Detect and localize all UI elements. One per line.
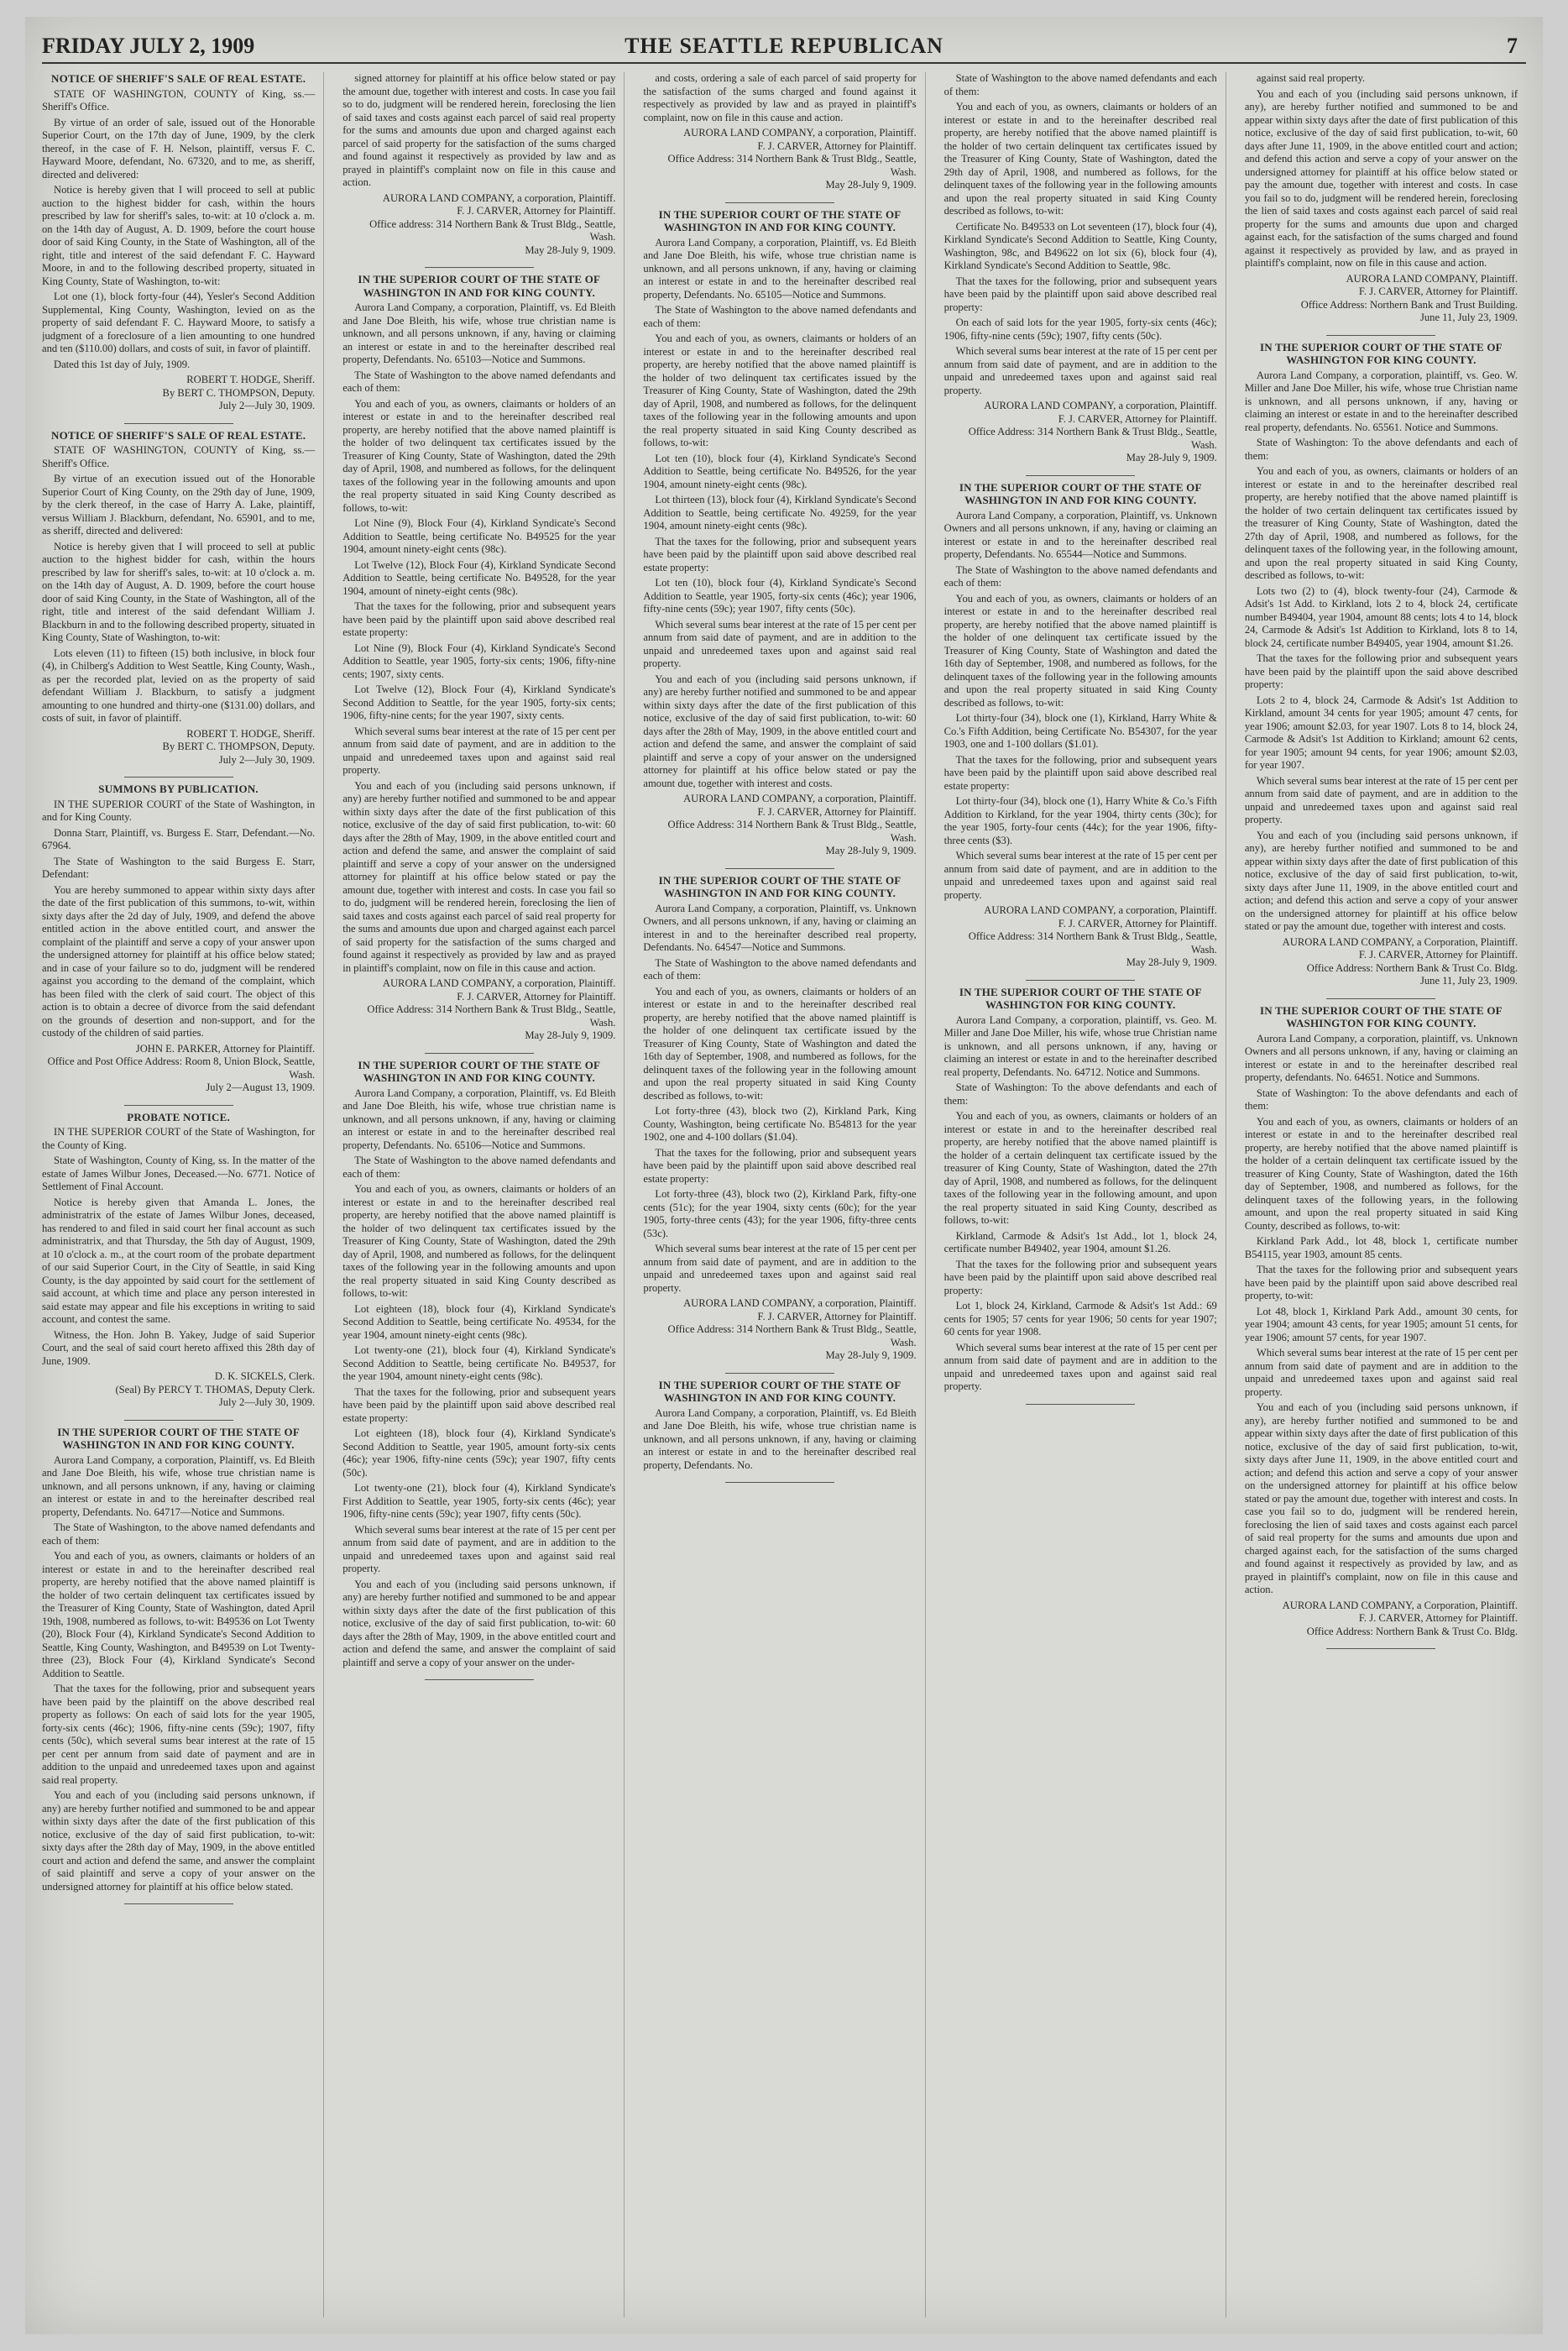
notice-paragraph: Which several sums bear interest at the rate of 15 per cent per annum from said date of payment, and are in addition to the unpaid and unredeemed taxes upon and against said real property. <box>342 725 616 776</box>
notice-signature-line: June 11, July 23, 1909. <box>1419 312 1518 323</box>
notice-paragraph: signed attorney for plaintiff at his office below stated or pay the amount due, together with interest and costs. In case you fail so to do, judgment will be rendered herein, foreclosing the lien of said taxes and costs against each parcel of said real property for the sums and amounts due upon and charged against each parcel of said property for the satisfaction of the sums charged and found against it respectively as provided by law and as prayed in plaintiff's complaint now on file in this cause and action. <box>342 72 616 188</box>
legal-notice <box>643 1379 916 1473</box>
notice-paragraph: You and each of you (including said persons unknown, if any), are hereby further notified and summoned to be and appear within sixty days after the date of first publication of this notice, exclusive of the day of said first publication, to-wit, 60 days after June 11, 1909, in the above entitled court and action; and defend this action and serve a copy of your answer on the undersigned attorney for plaintiff at his office below stated or pay the amount due, together with interest and costs. In case you fail so to do, judgment will be rendered herein, foreclosing the lien of said taxes and costs against each parcel of said real property for the sums and amounts due upon and charged against each, for the satisfaction of the sums charged and found against it respectively as provided by law, and as prayed in plaintiff's complaint, now on file in this cause and action. <box>1244 87 1518 269</box>
column-5 <box>1245 72 1526 2317</box>
notice-signature-line: AURORA LAND COMPANY, a corporation, Plaintiff. <box>683 127 917 139</box>
notice-signature-line: Office Address: 314 Northern Bank & Trust Bldg., Seattle, Wash. <box>968 426 1217 451</box>
notice-signature-line: ROBERT T. HODGE, Sheriff. <box>186 374 316 385</box>
notice-heading: IN THE SUPERIOR COURT OF THE STATE OF WASHINGTON FOR KING COUNTY. <box>1260 340 1503 366</box>
notice-paragraph: Lot 1, block 24, Kirkland, Carmode & Adsit's 1st Add.: 69 cents for 1905; 57 cents for year 1906; 50 cents for year 1907; 60 cents for year 1908. <box>943 1300 1217 1338</box>
divider-rule <box>1026 475 1135 476</box>
notice-paragraph: Which several sums bear interest at the rate of 15 per cent per annum from said date of payment, and are in addition to the unpaid and unredeemed taxes upon and against said real property. <box>643 1243 917 1294</box>
notice-signature-line: D. K. SICKELS, Clerk. <box>214 1370 316 1382</box>
notice-paragraph: The State of Washington to the above named defendants and each of them: <box>643 304 917 329</box>
legal-notice <box>42 1426 315 1894</box>
notice-paragraph: Lot forty-three (43), block two (2), Kirkland Park, King County, Washington, being certificate No. B54813 for the year 1902, one and 4-100 dollars ($1.04). <box>643 1105 917 1143</box>
notice-signature-line: F. J. CARVER, Attorney for Plaintiff. <box>1358 285 1518 297</box>
notice-paragraph: Dated this 1st day of July, 1909. <box>54 358 191 370</box>
notice-paragraph: Which several sums bear interest at the rate of 15 per cent per annum from said date of payment and are in addition to the unpaid and unredeemed taxes upon and against said real property. <box>1244 1347 1518 1398</box>
notice-paragraph: State of Washington: To the above defendants and each of them: <box>943 1081 1217 1107</box>
notice-paragraph: You and each of you (including said persons unknown, if any) are hereby further notified and summoned to be and appear within sixty days after the date of the first publication of this notice, exclusive of the day of said first publication, to-wit: sixty days after the 28th day of May, 1909, in the above entitled court and action and defend the same, and answer the complaint of said plaintiff and serve a copy of your answer on the undersigned attorney for plaintiff at his office below stated. <box>42 1789 316 1893</box>
notice-paragraph: STATE OF WASHINGTON, COUNTY of King, ss.—Sheriff's Office. <box>42 444 316 469</box>
notice-paragraph: State of Washington: To the above defendants and each of them: <box>1244 1086 1518 1112</box>
notice-signature-line: July 2—July 30, 1909. <box>218 400 316 411</box>
notice-paragraph: The State of Washington to the above named defendants and each of them: <box>342 1155 616 1180</box>
notice-paragraph: That the taxes for the following, prior and subsequent years have been paid by the plaintiff upon said above described real estate property: <box>643 535 917 573</box>
notice-signature-line: Office address: 314 Northern Bank & Trust Bldg., Seattle, Wash. <box>369 217 616 243</box>
legal-notice <box>643 874 916 1363</box>
notice-heading: IN THE SUPERIOR COURT OF THE STATE OF WASHINGTON IN AND FOR KING COUNTY. <box>658 207 902 233</box>
notice-signature-line: June 11, July 23, 1909. <box>1419 975 1518 987</box>
divider-rule <box>725 868 834 869</box>
notice-signature-line: F. J. CARVER, Attorney for Plaintiff. <box>1058 412 1217 425</box>
notice-paragraph: The State of Washington to the above named defendants and each of them: <box>342 369 616 394</box>
legal-notice <box>1245 1004 1518 1639</box>
notice-paragraph: IN THE SUPERIOR COURT of the State of Washington, in and for King County. <box>42 798 316 823</box>
notice-paragraph: Aurora Land Company, a corporation, Plaintiff, vs. Ed Bleith and Jane Doe Bleith, his wife, whose true christian name is unknown, and all persons unknown, if any, having or claiming an interest or estate in and to the hereinafter described real property, Defendants. No. 65103—Notice and Summons. <box>342 301 616 365</box>
notice-paragraph: You and each of you, as owners, claimants or holders of an interest or estate in and to the hereinafter described real property, are hereby notified that the above named plaintiff is the holder of two delinquent tax certificates issued by the Treasurer of King County, State of Washington, dated the 29th day of April, 1908, and numbered as follows, for the delinquent taxes of the following year in the following amounts and upon the real property situated in said King County described as follows, to-wit: <box>342 397 616 514</box>
notice-paragraph: That the taxes for the following, prior and subsequent years have been paid by the plaintiff on the above described real property as follows: On each of said lots for the year 1905, forty-six cents (46c); 1906, fifty-nine cents (59c); 1907, fifty cents (50c), which several sums bear interest at the rate of 15 per cent per annum from said date of payment and are in addition to the unpaid and unredeemed taxes upon and against said real property. <box>42 1683 316 1786</box>
divider-rule <box>124 423 233 424</box>
notice-paragraph: Which several sums bear interest at the rate of 15 per cent per annum from said date of payment, and are in addition to the unpaid and unredeemed taxes upon and against said real property. <box>1244 774 1518 825</box>
notice-paragraph: Lot Nine (9), Block Four (4), Kirkland Syndicate's Second Addition to Seattle, being certificate No. B49525 for the year 1904, amount ninety-eight cents (98c). <box>342 517 616 555</box>
notice-paragraph: Notice is hereby given that Amanda L. Jones, the administratrix of the estate of James Wilbur Jones, deceased, has rendered to and filed in said court her final account as such administratrix, and that Thursday, the 5th day of August, 1909, at 10 o'clock a. m., at the court room of the probate department of our said Superior Court, in the City of Seattle, in said King County, is the day appointed by said court for the settlement of said account, at which time and place any person interested in said estate may appear and file his exceptions in writing to said account, and contest the same. <box>42 1196 316 1325</box>
notice-signature-line: (Seal) By PERCY T. THOMAS, Deputy Clerk. <box>115 1383 316 1395</box>
legal-notice <box>342 72 615 257</box>
column-1 <box>42 72 324 2317</box>
notice-signature-line: Office Address: 314 Northern Bank & Trust Bldg., Seattle, Wash. <box>667 153 917 178</box>
notice-signature-line: May 28-July 9, 1909. <box>825 179 917 191</box>
divider-rule <box>124 777 233 778</box>
notice-paragraph: That the taxes for the following prior and subsequent years have been paid by the plaintiff upon said above described real property, to-wit: <box>1244 1264 1518 1301</box>
notice-paragraph: Aurora Land Company, a corporation, Plaintiff, vs. Ed Bleith and Jane Doe Bleith, his wife, whose true christian name is unknown, and all persons unknown, if any, having or claiming an interest or estate in and to the hereinafter described real property, Defendants. No. <box>643 1406 917 1471</box>
notice-paragraph: Aurora Land Company, a corporation, Plaintiff, vs. Ed Bleith and Jane Doe Bleith, his wife, whose true christian name is unknown, and all persons unknown, if any, having or claiming an interest or estate in and to the hereinafter described real property, Defendants. No. 65106—Notice and Summons. <box>342 1086 616 1151</box>
notice-paragraph: Lot thirty-four (34), block one (1), Harry White & Co.'s Fifth Addition to Kirkland, for the year 1904, thirty cents (30c); for the year 1905, forty-four cents (44c); for the year 1906, fifty-three cents ($3). <box>943 795 1217 846</box>
masthead <box>42 29 1526 64</box>
notice-signature-line: May 28-July 9, 1909. <box>825 845 917 856</box>
notice-signature-line: ROBERT T. HODGE, Sheriff. <box>186 727 316 740</box>
notice-paragraph: State of Washington to the above named defendants and each of them: <box>943 72 1217 97</box>
divider-rule <box>1326 1648 1435 1649</box>
page-number: 7 <box>1507 34 1518 58</box>
notice-heading: IN THE SUPERIOR COURT OF THE STATE OF WASHINGTON IN AND FOR KING COUNTY. <box>358 1058 601 1084</box>
notice-paragraph: That the taxes for the following, prior and subsequent years have been paid by the plaintiff upon said above described real estate property: <box>342 600 616 638</box>
notice-paragraph: Which several sums bear interest at the rate of 15 per cent per annum from said date of payment, and are in addition to the unpaid and unredeemed taxes upon and against said real property. <box>943 850 1217 901</box>
notice-signature-line: F. J. CARVER, Attorney for Plaintiff. <box>457 990 616 1003</box>
notice-paragraph: You and each of you, as owners, claimants or holders of an interest or estate in and to the hereinafter described real property, are hereby notified that the above named plaintiff is the holder of a certain delinquent tax certificate issued by the treasurer of King County, State of Washington, dated the 27th day of April, 1908, and numbered as follows, for the delinquent taxes of the following year in the following amount, and upon the real property situated in said King County, described as follows, to-wit: <box>943 1110 1217 1226</box>
notice-paragraph: against said real property. <box>1256 72 1366 84</box>
legal-notice <box>342 273 615 1043</box>
divider-rule <box>425 1053 534 1054</box>
divider-rule <box>1326 998 1435 999</box>
notice-paragraph: Notice is hereby given that I will proceed to sell at public auction to the highest bidder for cash, within the hours prescribed by law for sheriff's sales, to-wit: at 10 o'clock a. m. on the 14th day of August, A. D. 1909, before the court house door of said King County, in the State of Washington, all of the right, title and interest of the said defendant F. C. Hayward Moore, in and to the following described property, situated in King County, State of Washington, to-wit: <box>42 184 316 287</box>
notice-signature-line: F. J. CARVER, Attorney for Plaintiff. <box>1358 949 1518 961</box>
notice-signature-line: AURORA LAND COMPANY, Plaintiff. <box>1346 272 1518 285</box>
notice-paragraph: Lot thirteen (13), block four (4), Kirkland Syndicate's Second Addition to Seattle, being certificate No. 49259, for the year 1904, amount ninety-eight cents (98c). <box>643 494 917 531</box>
notice-heading: NOTICE OF SHERIFF'S SALE OF REAL ESTATE. <box>51 428 306 442</box>
notice-paragraph: Lot twenty-one (21), block four (4), Kirkland Syndicate's Second Addition to Seattle, being certificate No. B49537, for the year 1904, amount ninety-eight cents (98c). <box>342 1344 616 1382</box>
notice-paragraph: That the taxes for the following, prior and subsequent years have been paid by the plaintiff upon said above described real estate property: <box>643 1146 917 1185</box>
notice-paragraph: You and each of you, as owners, claimants or holders of an interest or estate in and to the hereinafter described real property, are hereby notified that the above named plaintiff is the holder of two certain delinquent tax certificates issued by the treasurer of King County, State of Washington, dated the 27th day of April, 1908, and numbered as follows, for the delinquent taxes of the following year, in the following amount, and upon the real property situated in said King County, described as follows, to-wit: <box>1244 465 1518 581</box>
notice-paragraph: Lot forty-three (43), block two (2), Kirkland Park, fifty-one cents (51c); for the year 1904, sixty cents (60c); for the year 1905, forty-three cents (43); for the year 1906, fifty-three cents (53c). <box>643 1188 917 1239</box>
notice-paragraph: Aurora Land Company, a corporation, Plaintiff, vs. Ed Bleith and Jane Doe Bleith, his wife, whose true christian name is unknown, and all persons unknown, if any, having or claiming an interest or estate in and to the hereinafter described real property, Defendants. No. 65105—Notice and Summons. <box>643 236 917 301</box>
notice-paragraph: You and each of you, as owners, claimants or holders of an interest or estate in and to the hereinafter described real property, are hereby notified that the above named plaintiff is the holder of one delinquent tax certificate issued by the Treasurer of King County, State of Washington and dated the 16th day of September, 1908, and numbered as follows, for the delinquent taxes of the following year in the following amount and upon the real property situated in said King County described as follows, to-wit: <box>643 985 917 1102</box>
notice-signature-line: F. J. CARVER, Attorney for Plaintiff. <box>1058 917 1217 929</box>
notice-signature-line: By BERT C. THOMPSON, Deputy. <box>162 741 316 752</box>
notice-signature-line: AURORA LAND COMPANY, a corporation, Plaintiff. <box>683 1297 917 1309</box>
notice-paragraph: Lot Nine (9), Block Four (4), Kirkland Syndicate's Second Addition to Seattle, year 1905, forty-six cents; 1906, fifty-nine cents; 1907, sixty cents. <box>342 641 616 680</box>
notice-paragraph: Lot 48, block 1, Kirkland Park Add., amount 30 cents, for year 1904; amount 43 cents, for year 1905; amount 51 cents, for year 1906; amount 57 cents, for year 1907. <box>1244 1305 1518 1343</box>
notice-paragraph: Aurora Land Company, a corporation, Plaintiff, vs. Unknown Owners, and all persons unknown, if any, having or claiming an interest in and to the hereinafter described real property, Defendants. No. 64547—Notice and Summons. <box>643 902 917 953</box>
notice-signature-line: F. J. CARVER, Attorney for Plaintiff. <box>457 205 616 217</box>
legal-notice <box>42 72 315 413</box>
notice-signature-line: Office and Post Office Address: Room 8, Union Block, Seattle, Wash. <box>47 1055 316 1081</box>
notice-heading: SUMMONS BY PUBLICATION. <box>98 783 259 795</box>
notice-paragraph: Lot ten (10), block four (4), Kirkland Syndicate's Second Addition to Seattle, being certificate No. B49526, for the year 1904, amount ninety-eight cents (98c). <box>643 452 917 490</box>
notice-paragraph: That the taxes for the following prior and subsequent years have been paid by the plaintiff upon said above described real property: <box>943 1258 1217 1296</box>
notice-paragraph: Which several sums bear interest at the rate of 15 per cent per annum from said date of payment and are in addition to the unpaid and unredeemed taxes upon and against said real property. <box>943 1341 1217 1392</box>
notice-paragraph: That the taxes for the following prior and subsequent years have been paid by the plaintiff upon the said above described property: <box>1244 652 1518 690</box>
notice-paragraph: Certificate No. B49533 on Lot seventeen (17), block four (4), Kirkland Syndicate's Second Addition to Seattle, King County, Washington, 98c, and B49622 on lot six (6), block four (4), Kirkland Syndicate's Second Addition to Seattle, 98c. <box>943 220 1217 271</box>
notice-signature-line: F. J. CARVER, Attorney for Plaintiff. <box>757 805 917 818</box>
notice-paragraph: Lot eighteen (18), block four (4), Kirkland Syndicate's Second Addition to Seattle, being certificate No. 49534, for the year 1904, amount ninety-eight cents (98c). <box>342 1302 616 1341</box>
notice-signature-line: May 28-July 9, 1909. <box>1126 956 1217 968</box>
divider-rule <box>124 1420 233 1421</box>
notice-signature-line: F. J. CARVER, Attorney for Plaintiff. <box>757 1310 917 1322</box>
notice-heading: IN THE SUPERIOR COURT OF THE STATE OF WASHINGTON IN AND FOR KING COUNTY. <box>57 1425 300 1451</box>
notice-paragraph: Lot thirty-four (34), block one (1), Kirkland, Harry White & Co.'s Fifth Addition, being Certificate No. B54307, for the year 1903, one and 1-100 dollars ($1.01). <box>943 712 1217 750</box>
divider-rule <box>1026 980 1135 981</box>
notice-signature-line: Office Address: 314 Northern Bank & Trust Bldg., Seattle, Wash. <box>667 819 917 844</box>
notice-signature-line: JOHN E. PARKER, Attorney for Plaintiff. <box>135 1042 316 1055</box>
legal-notice <box>42 1111 315 1410</box>
notice-paragraph: Lot one (1), block forty-four (44), Yesler's Second Addition Supplemental, King County, Washington, levied on as the property of said defendant F. C. Hayward Moore, to satisfy a judgment of a foreclosure of a lien amounting to one hundred and ten ($110.00) dollars, and costs of suit, in favor of plaintiff. <box>42 291 316 354</box>
notice-paragraph: The State of Washington to the said Burgess E. Starr, Defendant: <box>42 855 316 880</box>
divider-rule <box>725 1373 834 1374</box>
notice-heading: IN THE SUPERIOR COURT OF THE STATE OF WASHINGTON FOR KING COUNTY. <box>959 985 1202 1011</box>
legal-notice <box>42 783 315 1095</box>
notice-paragraph: The State of Washington to the above named defendants and each of them: <box>643 956 917 982</box>
notice-paragraph: Which several sums bear interest at the rate of 15 per cent per annum from said date of payment, and are in addition to the unpaid and unredeemed taxes upon and against said real property. <box>342 1523 616 1574</box>
legal-notice <box>342 1059 615 1670</box>
notice-paragraph: Notice is hereby given that I will proceed to sell at public auction to the highest bidder for cash, within the hours prescribed by law for sheriff's sales, to-wit: at 10 o'clock a. m. on the 14th day of August, A. D. 1909, before the court house door of said King County, in the State of Washington, all of the right, title and interest of the said defendant William J. Blackburn in and to the following described property, situated in King County, State of Washington, to-wit: <box>42 540 316 643</box>
notice-paragraph: Aurora Land Company, a corporation, Plaintiff, vs. Unknown Owners and all persons unknown, if any, having or claiming an interest or estate in and to the hereinafter described real property, Defendants. No. 65544—Notice and Summons. <box>943 509 1217 560</box>
notice-paragraph: By virtue of an order of sale, issued out of the Honorable Superior Court, on the 17th day of June, 1909, by the clerk thereof, in the case of F. H. Nelson, plaintiff, versus F. C. Hayward Moore, defendant, No. 67320, and to me, as sheriff, directed and delivered: <box>42 116 316 181</box>
notice-paragraph: You and each of you (including said persons unknown, if any), are hereby further notified and summoned to be and appear within sixty days after the date of first publication of this notice, exclusive of the day of said first publication, to-wit, sixty days after June 11, 1909, in the above entitled court and action; and defend this action and serve a copy of your answer on the undersigned attorney for plaintiff at his office below stated or pay the amount due, together with interest and costs. In case you fail so to do, judgment will be rendered herein, foreclosing the lien of said taxes and costs against each parcel of said real property for the sums and amounts due upon and charged against each, for the satisfaction of the sums charged and found against it respectively as provided by law, and as prayed in plaintiff's complaint, now on file in this cause and action. <box>1244 1401 1518 1595</box>
column-3 <box>643 72 925 2317</box>
notice-paragraph: That the taxes for the following, prior and subsequent years have been paid by the plaintiff upon said above described real estate property: <box>342 1385 616 1424</box>
divider-rule <box>725 202 834 203</box>
notice-paragraph: You and each of you (including said persons unknown, if any), are hereby further notified and summoned to be and appear within sixty days after the date of first publication of this notice, exclusive of the day of said first publication, to-wit, sixty days after June 11, 1909, in the above entitled court and action; and defend this action and serve a copy of your answer on the undersigned attorney for plaintiff at his office below stated or pay the amount due, together with interest and costs. <box>1244 829 1518 932</box>
column-2 <box>342 72 625 2317</box>
notice-paragraph: IN THE SUPERIOR COURT of the State of Washington, for the County of King. <box>42 1126 316 1151</box>
notice-heading: NOTICE OF SHERIFF'S SALE OF REAL ESTATE. <box>51 72 306 85</box>
issue-date: FRIDAY JULY 2, 1909 <box>42 34 255 58</box>
notice-paragraph: Lot Twelve (12), Block Four (4), Kirkland Syndicate's Second Addition to Seattle, for the year 1905, forty-six cents; 1906, fifty-nine cents; for the year 1907, sixty cents. <box>342 683 616 721</box>
notice-signature-line: AURORA LAND COMPANY, a corporation, Plaintiff. <box>382 977 616 989</box>
notice-paragraph: Which several sums bear interest at the rate of 15 per cent per annum from said date of payment, and are in addition to the unpaid and unredeemed taxes upon and against said real property. <box>943 345 1217 396</box>
notice-paragraph: You are hereby summoned to appear within sixty days after the date of the first publication of this summons, to-wit, within sixty days after the 2d day of July, 1909, and defend the above entitled action in the above entitled court, and answer the complaint of the plaintiff and serve a copy of your answer upon the undersigned attorney for plaintiff at his office below stated; and in case of your failure so to do, judgment will be rendered against you according to the demand of the complaint, which has been filed with the clerk of said court. The object of this action is to obtain a decree of divorce from the said defendant on the grounds of desertion and non-support, and for the custody of the children of said parties. <box>42 883 316 1039</box>
legal-notice <box>643 72 916 192</box>
notice-paragraph: Donna Starr, Plaintiff, vs. Burgess E. Starr, Defendant.—No. 67964. <box>42 826 316 851</box>
divider-rule <box>425 267 534 268</box>
notice-paragraph: You and each of you (including said persons unknown, if any) are hereby further notified and summoned to be and appear within sixty days after the date of the first publication of this notice, exclusive of the day of said first publication, to-wit: 60 days after the 28th of May, 1909, in the above entitled court and action and defend the same, and answer the complaint of said plaintiff and serve a copy of your answer on the undersigned attorney for plaintiff at his office below stated or pay the amount due, together with interest and costs. In case you fail so to do, judgment will be rendered herein, foreclosing the lien of said taxes and costs against each parcel of said real property for the sums and amounts due upon and charged against each parcel of said property for the satisfaction of the sums charged and found against it respectively as provided by law and as prayed in plaintiff's complaint, now on file in this cause and action. <box>342 779 616 974</box>
notice-signature-line: AURORA LAND COMPANY, a Corporation, Plaintiff. <box>1282 935 1518 948</box>
notice-heading: IN THE SUPERIOR COURT OF THE STATE OF WASHINGTON FOR KING COUNTY. <box>1260 1003 1503 1029</box>
divider-rule <box>124 1903 233 1904</box>
notice-signature-line: May 28-July 9, 1909. <box>525 1029 616 1041</box>
legal-notice <box>944 72 1217 465</box>
notice-paragraph: Lot ten (10), block four (4), Kirkland Syndicate's Second Addition to Seattle, year 1905, forty-six cents (46c); year 1906, fifty-nine cents (59c); year 1907, fifty cents (50c). <box>643 577 917 615</box>
notice-signature-line: July 2—August 13, 1909. <box>206 1081 316 1093</box>
notice-paragraph: By virtue of an execution issued out of the Honorable Superior Court of King County, on the 29th day of June, 1909, by the clerk thereof, in the case of Harry A. Lake, plaintiff, versus William J. Blackburn, defendant, No. 65901, and to me, as sheriff, directed and delivered: <box>42 473 316 537</box>
legal-notice <box>42 429 315 767</box>
notice-paragraph: Kirkland Park Add., lot 48, block 1, certificate number B54115, year 1903, amount 85 cents. <box>1244 1235 1518 1260</box>
newspaper-page <box>25 17 1543 2334</box>
notice-signature-line: Office Address: Northern Bank & Trust Co. Bldg. <box>1306 1625 1518 1637</box>
notice-signature-line: AURORA LAND COMPANY, a corporation, Plaintiff. <box>984 400 1217 411</box>
column-4 <box>944 72 1226 2317</box>
notice-paragraph: Lots two (2) to (4), block twenty-four (24), Carmode & Adsit's 1st Add. to Kirkland, lots 2 to 4, block 24, certificate number B49404, year 1904, amount 88 cents; lots 4 to 14, block 24, Carmode & Adsit's 1st Addition to Kirkland, lots 8 to 14, block 24, certificate number B49405, year 1904, amount $1.26. <box>1244 584 1518 649</box>
notice-paragraph: Witness, the Hon. John B. Yakey, Judge of said Superior Court, and the seal of said court hereto affixed this 28th day of June, 1909. <box>42 1328 316 1367</box>
notice-signature-line: AURORA LAND COMPANY, a corporation, Plaintiff. <box>382 191 616 204</box>
notice-signature-line: F. J. CARVER, Attorney for Plaintiff. <box>757 139 917 152</box>
divider-rule <box>124 1105 233 1106</box>
notice-paragraph: That the taxes for the following, prior and subsequent years have been paid by the plaintiff upon said above described real property: <box>943 275 1217 313</box>
notice-paragraph: Aurora Land Company, a corporation, plaintiff, vs. Geo. M. Miller and Jane Doe Miller, his wife, whose true Christian name is unknown, and all persons unknown, if any, having or claiming an interest or estate in and to the hereinafter described real property, Defendants. No. 64712. Notice and Summons. <box>943 1013 1217 1078</box>
notice-paragraph: Lots 2 to 4, block 24, Carmode & Adsit's 1st Addition to Kirkland, amount 34 cents for year 1905; amount 47 cents, for year 1906; amount $2.03, for year 1907. Lots 8 to 14, block 24, Carmode & Adsit's 1st Addition to Kirkland; amount 62 cents, for year 1905; amount 94 cents, for year 1906; amount $2.03, for year 1907. <box>1244 694 1518 771</box>
divider-rule <box>1026 1404 1135 1405</box>
notice-heading: IN THE SUPERIOR COURT OF THE STATE OF WASHINGTON IN AND FOR KING COUNTY. <box>658 1378 902 1404</box>
newspaper-title: THE SEATTLE REPUBLICAN <box>625 34 943 58</box>
notice-signature-line: AURORA LAND COMPANY, a corporation, Plaintiff. <box>984 904 1217 916</box>
notice-paragraph: The State of Washington to the above named defendants and each of them: <box>943 563 1217 589</box>
notice-paragraph: State of Washington, County of King, ss. In the matter of the estate of James Wilbur Jones, Deceased.—No. 6771. Notice of Settlement of Final Account. <box>42 1155 316 1192</box>
notice-signature-line: May 28-July 9, 1909. <box>1126 452 1217 463</box>
notice-paragraph: You and each of you, as owners, claimants or holders of an interest or estate in and to the hereinafter described real property, are hereby notified that the above named plaintiff is the holder of a certain delinquent tax certificate issued by the treasurer of King County, State of Washington, dated the 16th day of September, 1908, and numbered as follows, for the delinquent taxes of the following years, in the following amount, and upon the real property situated in said King County, described as follows, to-wit: <box>1244 1115 1518 1232</box>
notice-paragraph: and costs, ordering a sale of each parcel of said property for the satisfaction of the sums charged and found against it respectively as provided by law and as prayed in plaintiff's complaint, now on file in this cause and action. <box>643 72 917 123</box>
divider-rule <box>425 1679 534 1680</box>
notice-paragraph: Lot Twelve (12), Block Four (4), Kirkland Syndicate Second Addition to Seattle, being certificate No. B49528, for the year 1904, amount of ninety-eight cents (98c). <box>342 558 616 597</box>
notice-signature-line: May 28-July 9, 1909. <box>825 1349 917 1361</box>
legal-notice <box>944 481 1217 970</box>
notice-signature-line: AURORA LAND COMPANY, a corporation, Plaintiff. <box>683 793 917 804</box>
notice-paragraph: You and each of you, as owners, claimants or holders of an interest or estate in and to the hereinafter described real property, are hereby notified that the above named plaintiff is the holder of two certain delinquent tax certificates issued by the Treasurer of King County, State of Washington, dated the 29th day of April, 1908, and numbered as follows, for the delinquent taxes of the following year in the following amounts and upon the real property situated in said King County described as follows, to-wit: <box>943 101 1217 217</box>
notice-paragraph: STATE OF WASHINGTON, COUNTY of King, ss.—Sheriff's Office. <box>42 87 316 113</box>
notice-signature-line: F. J. CARVER, Attorney for Plaintiff. <box>1358 1612 1518 1624</box>
notice-paragraph: You and each of you, as owners, claimants or holders of an interest or estate in and to the hereinafter described real property, are hereby notified that the above named plaintiff is the holder of two delinquent tax certificates issued by the Treasurer of King County, State of Washington, dated the 29th day of April, 1908, and numbered as follows, for the delinquent taxes of the following year in the following amounts and upon the real property situated in said King County described as follows, to-wit: <box>643 332 917 448</box>
notice-signature-line: Office Address: 314 Northern Bank & Trust Bldg., Seattle, Wash. <box>667 1323 917 1348</box>
notice-heading: IN THE SUPERIOR COURT OF THE STATE OF WASHINGTON IN AND FOR KING COUNTY. <box>358 273 601 299</box>
notice-signature-line: July 2—July 30, 1909. <box>218 1396 316 1408</box>
notice-paragraph: You and each of you (including said persons unknown, if any) are hereby further notified and summoned to be and appear within sixty days after the date of the first publication of this notice, exclusive of the day of said first publication, to-wit: 60 days after the 28th of May, 1909, in the above entitled court and action and defend the same, and answer the complaint of said plaintiff and serve a copy of your answer on the undersigned attorney for plaintiff at his office below stated or pay the amount due, together with interest and costs. <box>643 673 917 789</box>
notice-paragraph: Lot twenty-one (21), block four (4), Kirkland Syndicate's First Addition to Seattle, year 1905, forty-six cents (46c); year 1906, fifty-nine cents (59c); year 1907, fifty cents (50c). <box>342 1482 616 1520</box>
notice-paragraph: Aurora Land Company, a corporation, Plaintiff, vs. Ed Bleith and Jane Doe Bleith, his wife, whose true christian name is unknown, and all persons unknown, if any, having or claiming an interest or estate in and to the hereinafter described real property, Defendants. No. 64717—Notice and Summons. <box>42 1453 316 1518</box>
notice-signature-line: By BERT C. THOMPSON, Deputy. <box>162 386 316 399</box>
notice-paragraph: You and each of you, as owners, claimants or holders of an interest or estate in and to the hereinafter described real property, are hereby notified that the above named plaintiff is the holder of two delinquent tax certificates issued by the Treasurer of King County, State of Washington, dated the 29th day of April, 1908, and numbered as follows, for the delinquent taxes of the following year in the following amounts and upon the real property situated in said King County described as follows, to-wit: <box>342 1183 616 1299</box>
columns <box>42 72 1526 2317</box>
divider-rule <box>1326 335 1435 336</box>
notice-signature-line: Office Address: 314 Northern Bank & Trust Bldg., Seattle, Wash. <box>968 930 1217 956</box>
notice-paragraph: Aurora Land Company, a corporation, plaintiff, vs. Unknown Owners and all persons unknown, if any, having or claiming an interest or estate in and to the hereinafter described real property, defendants. No. 64651. Notice and Summons. <box>1244 1032 1518 1083</box>
legal-notice <box>1245 341 1518 988</box>
notice-paragraph: Kirkland, Carmode & Adsit's 1st Add., lot 1, block 24, certificate number B49402, year 1904, amount $1.26. <box>943 1229 1217 1254</box>
notice-heading: PROBATE NOTICE. <box>127 1110 230 1123</box>
notice-signature-line: July 2—July 30, 1909. <box>218 753 316 766</box>
notice-paragraph: Which several sums bear interest at the rate of 15 per cent per annum from said date of payment, and are in addition to the unpaid and unredeemed taxes upon and against said real property. <box>643 618 917 669</box>
notice-paragraph: Lot eighteen (18), block four (4), Kirkland Syndicate's Second Addition to Seattle, year 1905, amount forty-six cents (46c); year 1906, fifty-nine cents (59c); year 1907, fifty cents (50c). <box>342 1427 616 1479</box>
notice-paragraph: That the taxes for the following, prior and subsequent years have been paid by the plaintiff upon said above described real estate property: <box>943 753 1217 792</box>
notice-paragraph: On each of said lots for the year 1905, forty-six cents (46c); 1906, fifty-nine cents (59c); 1907, fifty cents (50c). <box>943 317 1217 342</box>
notice-signature-line: Office Address: Northern Bank & Trust Co. Bldg. <box>1306 961 1518 974</box>
notice-heading: IN THE SUPERIOR COURT OF THE STATE OF WASHINGTON IN AND FOR KING COUNTY. <box>959 480 1202 506</box>
legal-notice <box>643 208 916 858</box>
notice-signature-line: Office Address: 314 Northern Bank & Trust Bldg., Seattle, Wash. <box>367 1003 616 1029</box>
notice-paragraph: You and each of you, as owners, claimants or holders of an interest or estate in and to the hereinafter described real property, are hereby notified that the above named plaintiff is the holder of one delinquent tax certificate issued by the Treasurer of King County, State of Washington and dated the 16th day of September, 1908, and numbered as follows, for the delinquent taxes of the following year in the following amounts and upon the real property situated in said King County described as follows, to-wit: <box>943 592 1217 709</box>
notice-paragraph: The State of Washington, to the above named defendants and each of them: <box>42 1521 316 1547</box>
divider-rule <box>725 1482 834 1483</box>
notice-paragraph: You and each of you, as owners, claimants or holders of an interest or estate in and to the hereinafter described real property, are hereby notified that the above named plaintiff is the holder of two certain delinquent tax certificates issued by the Treasurer of King County, State of Washington, dated April 19th, 1908, numbered as follows, to-wit: B49536 on Lot Twenty (20), Block Four (4), Kirkland Syndicate's Second Addition to Seattle, King County, Washington, and B49539 on Lot Twenty-three (23), Block Four (4), Kirkland Syndicate's Second Addition to Seattle. <box>42 1550 316 1679</box>
notice-signature-line: AURORA LAND COMPANY, a Corporation, Plaintiff. <box>1282 1599 1518 1611</box>
notice-signature-line: May 28-July 9, 1909. <box>525 243 616 256</box>
notice-signature-line: Office Address: Northern Bank and Trust Building. <box>1300 298 1518 311</box>
notice-paragraph: Aurora Land Company, a corporation, plaintiff, vs. Geo. W. Miller and Jane Doe Miller, his wife, whose true Christian name is unknown, and all persons unknown, if any, having or claiming an interest or estate in and to the hereinafter described real property, defendants. No. 65561. Notice and Summons. <box>1244 369 1518 433</box>
notice-paragraph: You and each of you (including said persons unknown, if any) are hereby further notified and summoned to be and appear within sixty days after the date of the first publication of this notice, exclusive of the day of said first publication, to-wit: 60 days after the 28th of May, 1909, in the above entitled court and action and defend the same, and answer the complaint of said plaintiff and serve a copy of your answer on the under- <box>342 1578 616 1668</box>
notice-paragraph: State of Washington: To the above defendants and each of them: <box>1244 437 1518 462</box>
notice-heading: IN THE SUPERIOR COURT OF THE STATE OF WASHINGTON IN AND FOR KING COUNTY. <box>658 873 902 899</box>
legal-notice <box>1245 72 1518 325</box>
legal-notice <box>944 986 1217 1394</box>
notice-paragraph: Lots eleven (11) to fifteen (15) both inclusive, in block four (4), in Chilberg's Addition to West Seattle, King County, Wash., as per the recorded plat, levied on as the property of said defendant William J. Blackburn, to satisfy a judgment amounting to one hundred and thirty-one ($131.00) dollars, and costs of suit, in favor of plaintiff. <box>42 647 316 724</box>
